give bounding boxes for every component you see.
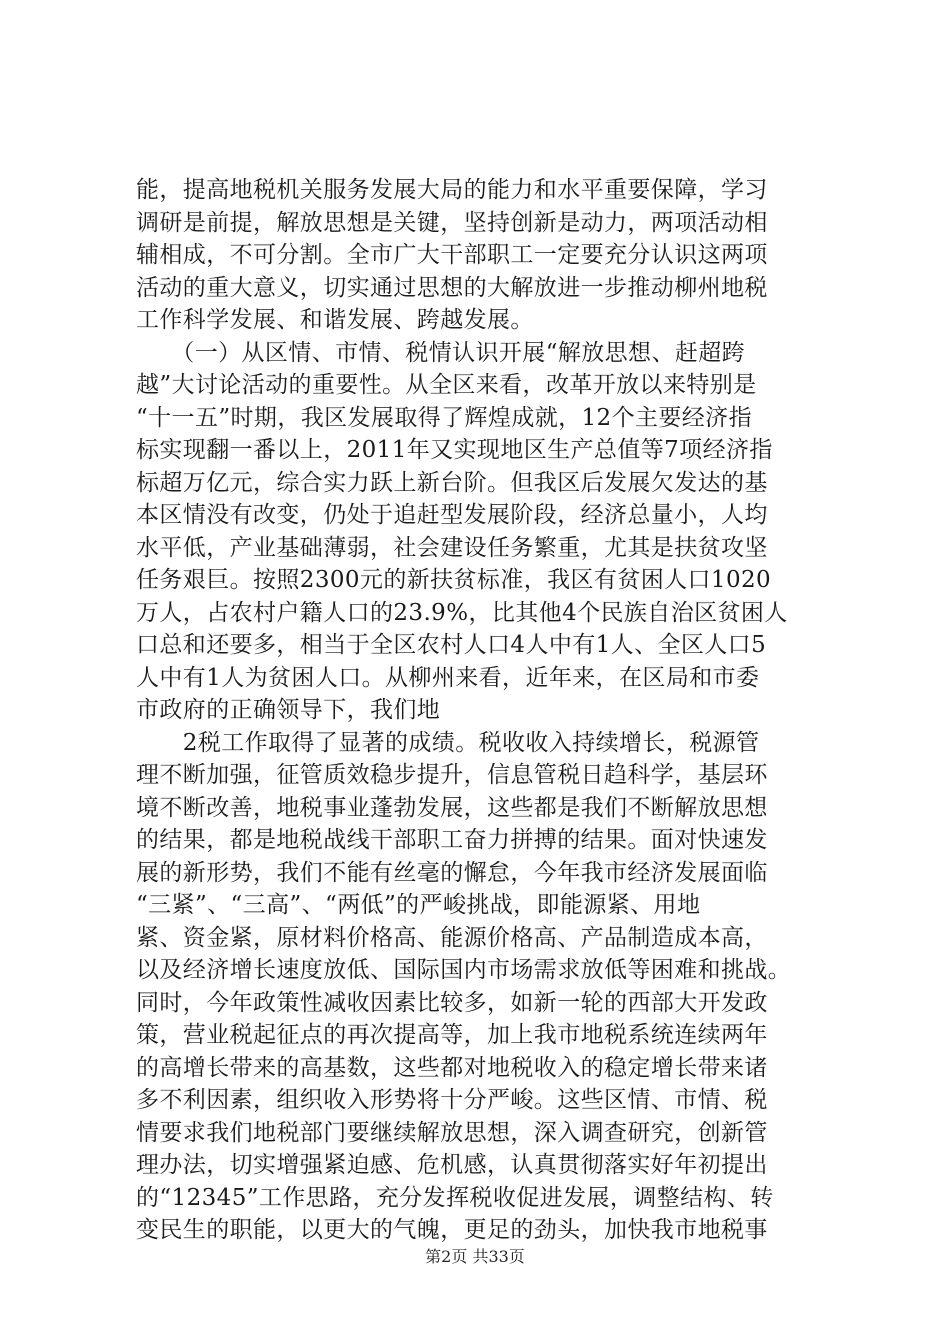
text-line: 情要求我们地税部门要继续解放思想，深入调查研究，创新管 (136, 1119, 768, 1146)
text-line: 同时，今年政策性减收因素比较多，如新一轮的西部大开发政 (136, 989, 768, 1016)
text-line: 的“12345”工作思路，充分发挥税收促进发展，调整结构、转 (136, 1184, 774, 1211)
text-line: 策，营业税起征点的再次提高等，加上我市地税系统连续两年 (136, 1022, 768, 1048)
text-line: 理不断加强，征管质效稳步提升，信息管税日趋科学，基层环 (136, 762, 768, 788)
text-line: 标超万亿元，综合实力跃上新台阶。但我区后发展欠发达的基 (136, 469, 768, 496)
text-line: “十一五”时期，我区发展取得了辉煌成就，12个主要经济指 (136, 404, 752, 431)
text-line: 2税工作取得了显著的成绩。税收收入持续增长，税源管 (136, 729, 760, 756)
text-line: 能，提高地税机关服务发展大局的能力和水平重要保障，学习 (136, 177, 768, 203)
text-line: 多不利因素，组织收入形势将十分严峻。这些区情、市情、税 (136, 1087, 768, 1113)
text-line: 展的新形势，我们不能有丝毫的懈怠，今年我市经济发展面临 (136, 859, 768, 886)
text-line: 的结果，都是地税战线干部职工奋力拼搏的结果。面对快速发 (136, 827, 768, 853)
text-line: 市政府的正确领导下，我们地 (136, 697, 441, 723)
text-line: 水平低，产业基础薄弱，社会建设任务繁重，尤其是扶贫攻坚 (136, 534, 768, 561)
text-line: 人中有1人为贫困人口。从柳州来看，近年来，在区局和市委 (136, 664, 760, 691)
text-line: 的高增长带来的高基数，这些都对地税收入的稳定增长带来诸 (136, 1054, 768, 1081)
page-footer: 第2页 共33页 (425, 1247, 525, 1266)
text-line: 任务艰巨。按照2300元的新扶贫标准，我区有贫困人口1020 (136, 567, 772, 593)
text-line: 越”大讨论活动的重要性。从全区来看，改革开放以来特别是 (136, 372, 757, 398)
text-line: 活动的重大意义，切实通过思想的大解放进一步推动柳州地税 (136, 274, 768, 301)
text-line: 境不断改善，地税事业蓬勃发展，这些都是我们不断解放思想 (136, 794, 768, 821)
text-line: 以及经济增长速度放低、国际国内市场需求放低等困难和挑战。 (136, 957, 792, 983)
text-line: 标实现翻一番以上，2011年又实现地区生产总值等7项经济指 (136, 437, 773, 463)
text-line: 工作科学发展、和谐发展、跨越发展。 (136, 307, 534, 333)
body-text (136, 174, 836, 1247)
text-line: 调研是前提，解放思想是关键，坚持创新是动力，两项活动相 (136, 209, 768, 236)
text-line: 紧、资金紧，原材料价格高、能源价格高、产品制造成本高， (136, 924, 768, 951)
text-line: 本区情没有改变，仍处于追赶型发展阶段，经济总量小，人均 (136, 502, 768, 528)
text-line: “三紧”、“三高”、“两低”的严峻挑战，即能源紧、用地 (136, 892, 701, 918)
text-line: 辅相成，不可分割。全市广大干部职工一定要充分认识这两项 (136, 242, 768, 268)
text-line: 万人，占农村户籍人口的23.9%，比其他4个民族自治区贫困人 (136, 599, 788, 626)
text-line: （一）从区情、市情、税情认识开展“解放思想、赶超跨 (136, 339, 746, 366)
text-line: 理办法，切实增强紧迫感、危机感，认真贯彻落实好年初提出 (136, 1152, 768, 1178)
text-line: 变民生的职能，以更大的气魄，更足的劲头，加快我市地税事 (136, 1217, 768, 1243)
text-line: 口总和还要多，相当于全区农村人口4人中有1人、全区人口5 (136, 632, 767, 658)
